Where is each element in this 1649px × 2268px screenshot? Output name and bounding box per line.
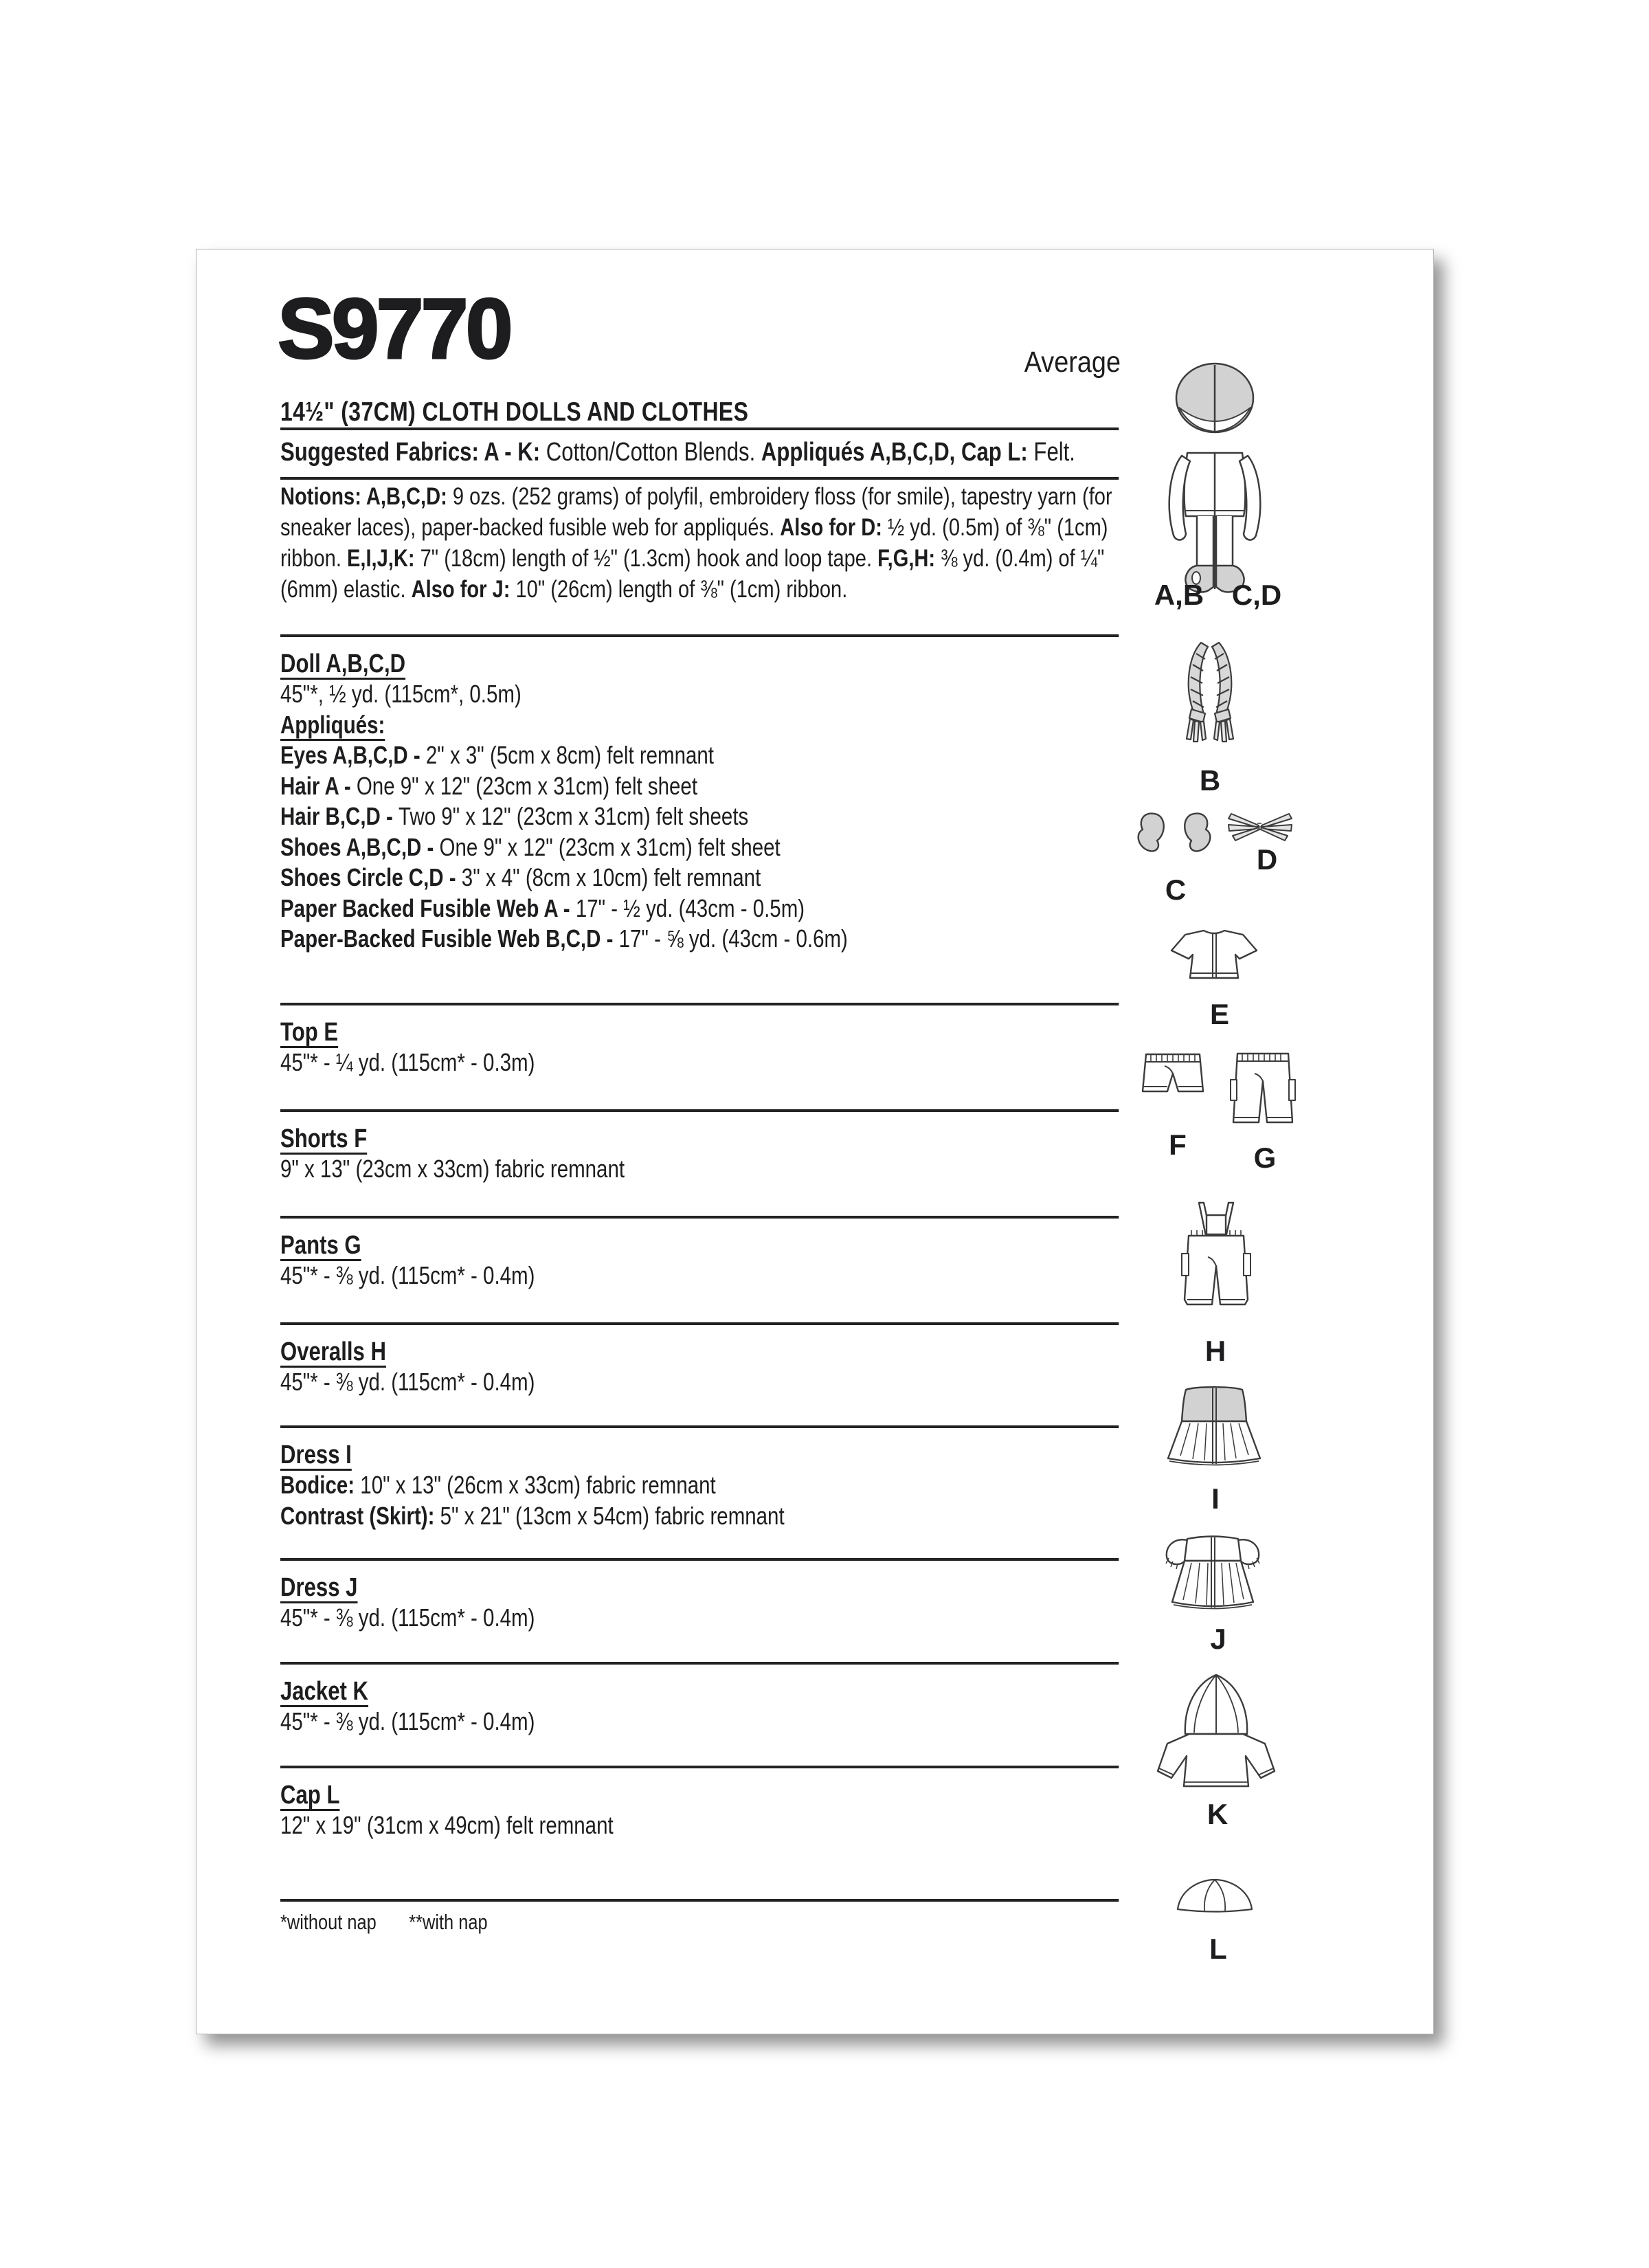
spec-line: 12" x 19" (31cm x 49cm) felt remnant <box>280 1811 614 1839</box>
section-heading: Dress I <box>280 1441 352 1469</box>
overalls-label: H <box>1204 1335 1226 1367</box>
sub-heading: Appliqués: <box>280 710 385 739</box>
footnote-block <box>280 1899 1119 1935</box>
section-heading: Jacket K <box>280 1677 369 1706</box>
section-heading: Overalls H <box>280 1337 386 1366</box>
spec-line: Shoes A,B,C,D - One 9" x 12" (23cm x 31cm) felt sheet <box>280 832 781 861</box>
spec-line: Paper Backed Fusible Web A - 17" - ½ yd. (43cm - 0.5m) <box>280 893 805 922</box>
doll-figure <box>1157 362 1279 596</box>
spec-line: Bodice: 10" x 13" (26cm x 33cm) fabric remnant <box>280 1471 716 1499</box>
divider-rule <box>280 1766 1119 1768</box>
spec-line: 45"* - ⅜ yd. (115cm* - 0.4m) <box>280 1603 535 1632</box>
section-jacket-k <box>280 1662 1119 1737</box>
shorts-figure <box>1139 1049 1207 1102</box>
top-figure <box>1165 926 1263 986</box>
overalls-figure <box>1179 1200 1253 1318</box>
spec-text-column <box>280 249 1119 2034</box>
divider-rule <box>280 1003 1119 1005</box>
section-dress-j <box>280 1558 1119 1634</box>
shorts-label: F <box>1169 1129 1187 1161</box>
divider-rule <box>280 1322 1119 1325</box>
divider-rule <box>280 1425 1119 1428</box>
braids-label: B <box>1199 764 1221 797</box>
dress-puff-figure <box>1160 1532 1266 1611</box>
cap-figure <box>1174 1877 1256 1915</box>
doll-view-label-ab: A,B <box>1154 579 1204 611</box>
divider-rule <box>280 1216 1119 1219</box>
spec-line: 45"* - ⅜ yd. (115cm* - 0.4m) <box>280 1261 535 1289</box>
jacket-figure <box>1148 1671 1284 1789</box>
doll-view-label-cd: C,D <box>1231 579 1282 611</box>
pattern-subtitle: 14½" (37CM) CLOTH DOLLS AND CLOTHES <box>280 397 749 427</box>
section-shorts-f <box>280 1109 1119 1185</box>
dress-gathered-label: I <box>1211 1482 1220 1515</box>
suggested-fabrics-line: Suggested Fabrics: A - K: Cotton/Cotton Blends. Appliqués A,B,C,D, Cap L: Felt. <box>280 438 1075 467</box>
divider-rule <box>280 1662 1119 1665</box>
pants-figure <box>1229 1048 1297 1132</box>
spec-line: Contrast (Skirt): 5" x 21" (13cm x 54cm) fabric remnant <box>280 1501 785 1530</box>
spec-line: 45"* - ⅜ yd. (115cm* - 0.4m) <box>280 1707 535 1735</box>
spec-line: Eyes A,B,C,D - 2" x 3" (5cm x 8cm) felt remnant <box>280 741 714 769</box>
section-overalls-h <box>280 1322 1119 1398</box>
difficulty-label: Average <box>1024 346 1121 379</box>
spec-line: Hair A - One 9" x 12" (23cm x 31cm) felt sheet <box>280 771 698 800</box>
section-cap-l <box>280 1766 1119 1841</box>
pattern-envelope-back <box>196 249 1434 2034</box>
pigtails-label: C <box>1165 874 1187 906</box>
section-heading: Top E <box>280 1018 339 1047</box>
footnote-without-nap: *without nap <box>280 1910 377 1934</box>
section-dress-i <box>280 1425 1119 1531</box>
section-heading: Doll A,B,C,D <box>280 649 406 678</box>
section-heading: Pants G <box>280 1231 361 1260</box>
footnote-with-nap: **with nap <box>409 1910 488 1934</box>
spec-line: 45"*, ½ yd. (115cm*, 0.5m) <box>280 680 521 708</box>
section-heading: Cap L <box>280 1781 340 1810</box>
bows-figure <box>1227 808 1293 841</box>
divider-rule <box>280 1109 1119 1112</box>
nap-footnotes <box>280 1910 1119 1935</box>
spec-line: 45"* - ⅜ yd. (115cm* - 0.4m) <box>280 1368 535 1396</box>
section-doll-abcd <box>280 634 1119 955</box>
section-pants-g <box>280 1216 1119 1291</box>
divider-rule <box>280 477 1119 480</box>
top-label: E <box>1209 998 1229 1030</box>
divider-rule <box>280 427 1119 430</box>
cap-label: L <box>1209 1933 1227 1965</box>
divider-rule <box>280 1558 1119 1561</box>
pants-label: G <box>1253 1142 1277 1174</box>
divider-rule <box>280 1899 1119 1902</box>
dress-gathered-figure <box>1160 1384 1268 1467</box>
pigtails-figure <box>1136 810 1212 856</box>
spec-line: Paper-Backed Fusible Web B,C,D - 17" - ⅝ yd. (43cm - 0.6m) <box>280 924 848 953</box>
bows-label: D <box>1256 843 1278 876</box>
pattern-number: S9770 <box>278 282 511 377</box>
section-top-e <box>280 1003 1119 1078</box>
braids-figure <box>1172 638 1248 748</box>
dress-puff-label: J <box>1210 1623 1226 1655</box>
spec-line: Hair B,C,D - Two 9" x 12" (23cm x 31cm) felt sheets <box>280 802 749 830</box>
spec-line: 9" x 13" (23cm x 33cm) fabric remnant <box>280 1155 625 1183</box>
spec-line: 45"* - ¼ yd. (115cm* - 0.3m) <box>280 1048 535 1076</box>
jacket-label: K <box>1207 1798 1229 1830</box>
notions-paragraph: Notions: A,B,C,D: 9 ozs. (252 grams) of polyfil, embroidery floss (for smile), tapestry yarn (for sneaker laces), paper-backed fusible web for appliqués. Also for D: ½ yd. (0.5m) of ⅜" (1cm) ribbon. E,I,J,K: 7" (18cm) length of ½" (1.3cm) hook and loop tape. F,G,H: ⅜ yd. (0.4m) of ¼" (6mm) elastic. Also for J: 10" (26cm) length of ⅜" (1cm) ribbon. <box>280 482 1112 603</box>
divider-rule <box>280 634 1119 637</box>
section-heading: Shorts F <box>280 1124 368 1153</box>
spec-line: Shoes Circle C,D - 3" x 4" (8cm x 10cm) felt remnant <box>280 863 761 891</box>
section-heading: Dress J <box>280 1573 358 1602</box>
